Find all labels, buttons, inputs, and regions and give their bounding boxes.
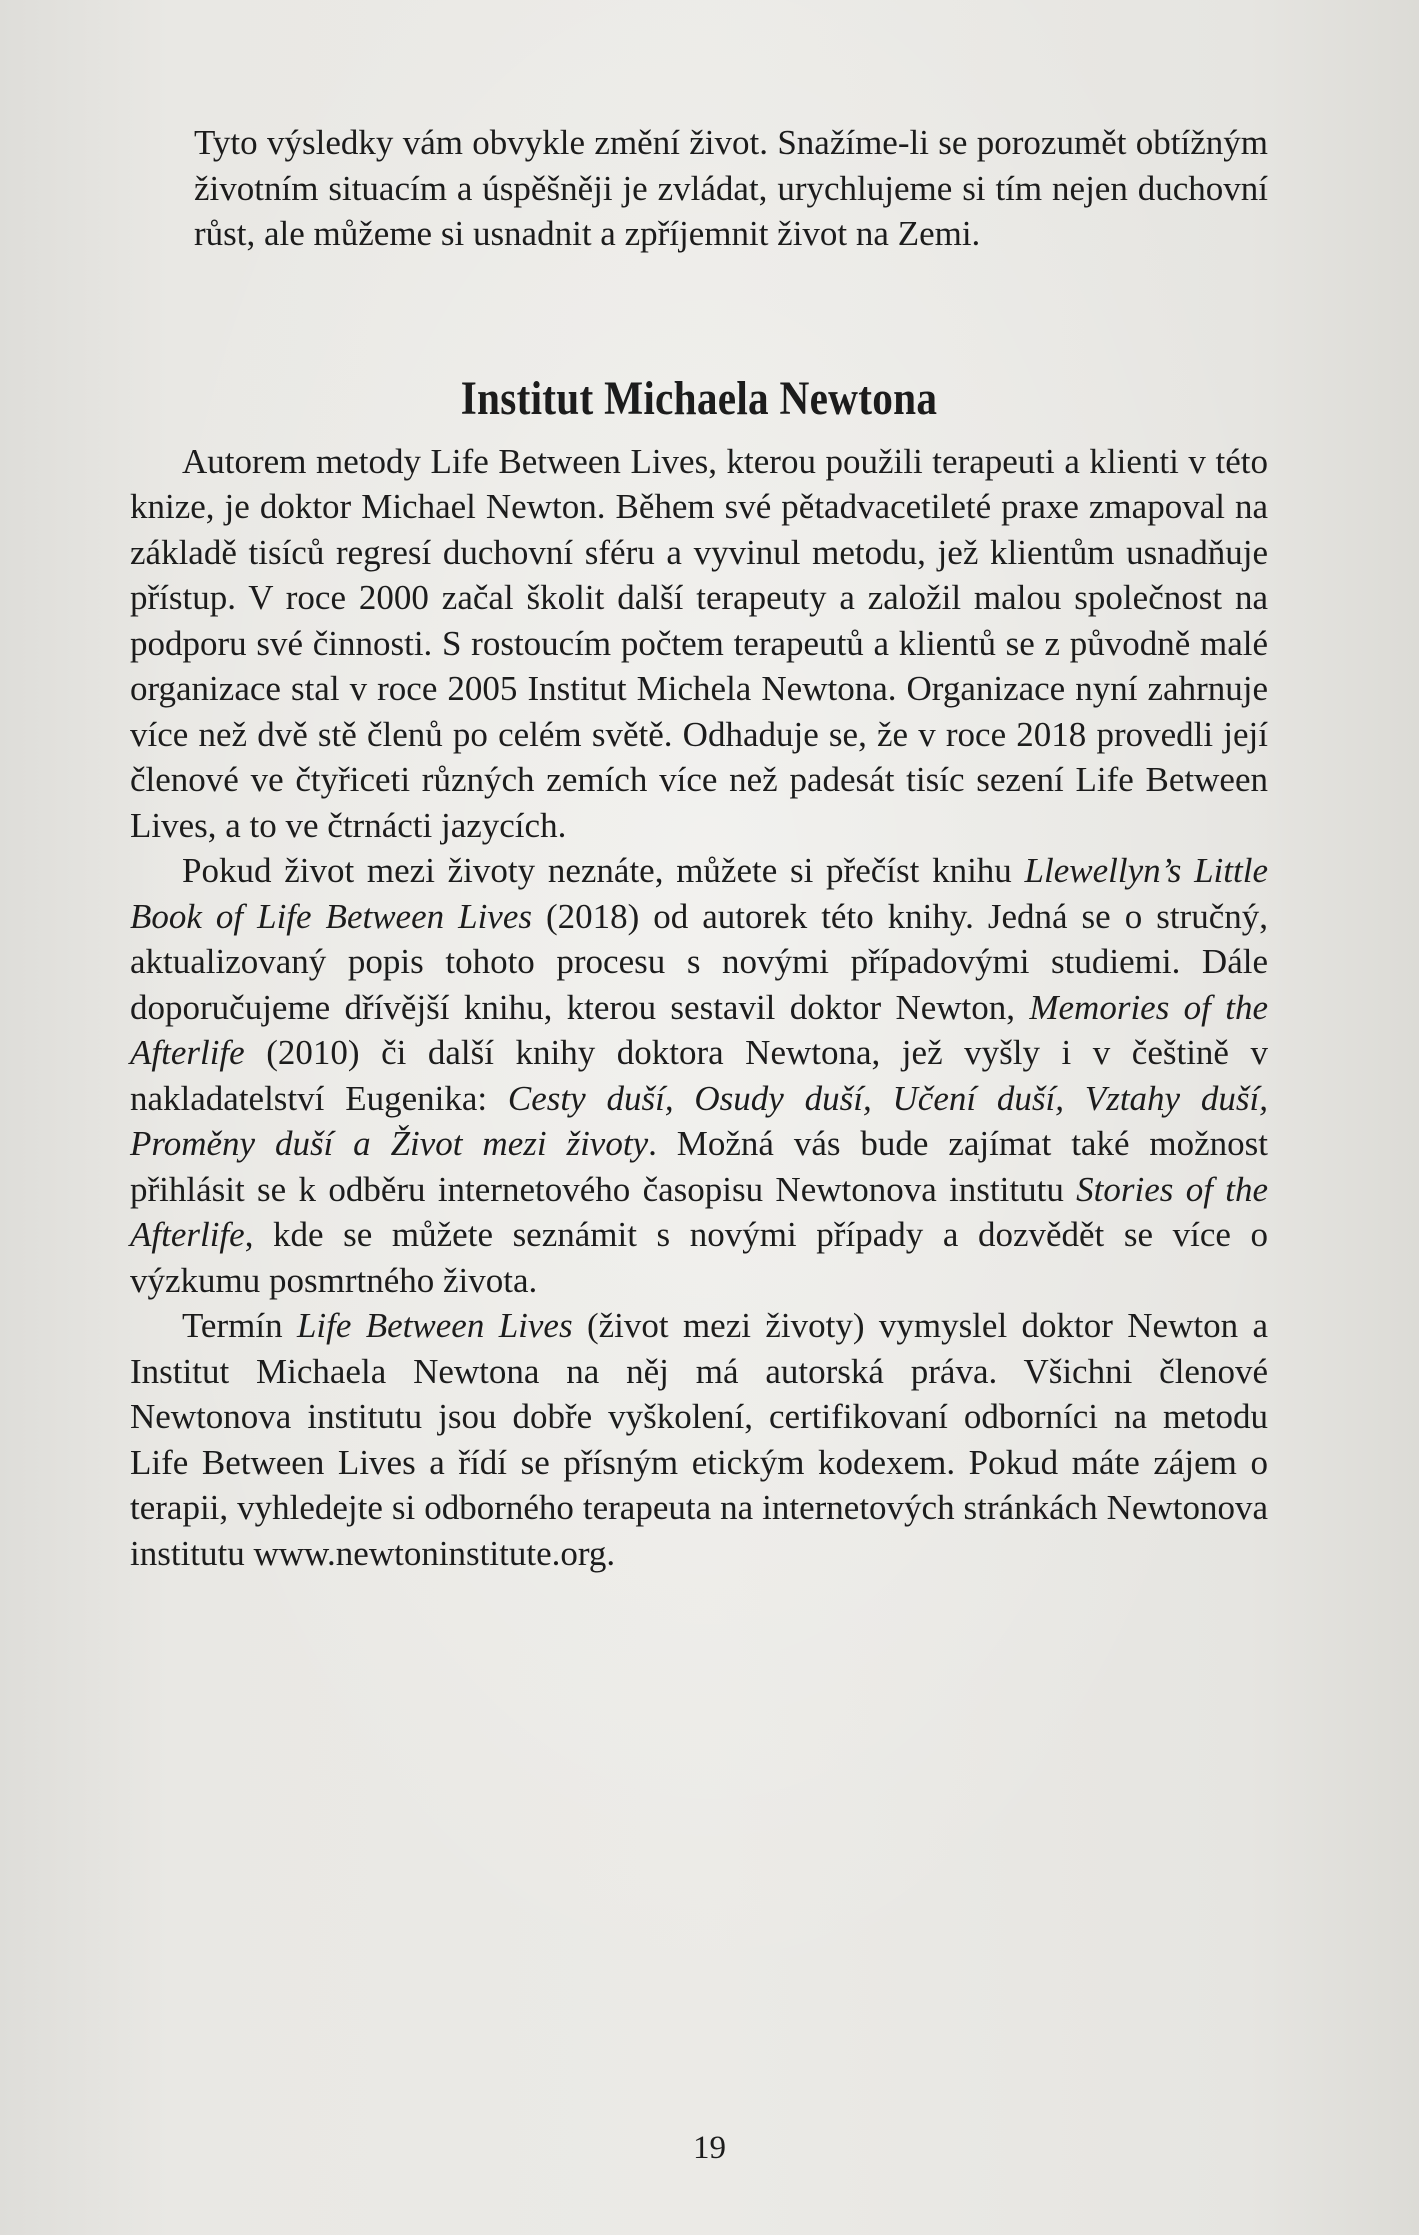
paragraph-results: Tyto výsledky vám obvykle změní život. Snažíme-li se porozumět obtížným životním situacím a úspěšněji je zvládat, urychlujeme si tím nejen duchovní růst, ale můžeme si usnadnit a zpříjemnit život na Zemi. — [194, 123, 1268, 253]
term-italic: Life Between Lives — [296, 1306, 573, 1345]
page-number: 19 — [693, 2130, 726, 2166]
paragraph-trademark — [130, 1303, 1268, 1576]
text-run: . Možná vás bude zajímat také možnost přihlásit se k odběru internetového časopisu Newtonova institutu — [130, 1124, 1268, 1209]
text-run: (2018) od autorek této knihy. Jedná se o stručný, aktualizovaný popis tohoto procesu s novými případovými studiemi. Dále doporučujeme dřívější knihu, kterou sestavil doktor Newton, — [130, 896, 1268, 1027]
text-column — [130, 120, 1268, 1576]
text-run: Pokud život mezi životy neznáte, můžete si přečíst knihu — [182, 851, 1025, 890]
text-run: (2010) či další knihy doktora Newtona, jež vyšly i v češtině v nakladatelství Eugenika: — [130, 1033, 1268, 1118]
paragraph-method-author: Autorem metody Life Between Lives, kterou použili terapeuti a klienti v této knize, je doktor Michael Newton. Během své pětadvacetileté praxe zmapoval na základě tisíců regresí duchovní sféru a vyvinul metodu, jež klientům usnadňuje přístup. V roce 2000 začal školit další terapeuty a založil malou společnost na podporu své činnosti. S rostoucím počtem terapeutů a klientů se z původně malé organizace stal v roce 2005 Institut Michela Newtona. Organizace nyní zahrnuje více než dvě stě členů po celém světě. Odhaduje se, že v roce 2018 provedli její členové ve čtyřiceti různých zemích více než padesát tisíc sezení Life Between Lives, a to ve čtrnácti jazycích. — [130, 441, 1268, 845]
section-heading: Institut Michaela Newtona — [460, 371, 938, 425]
book-titles-italic: Cesty duší, Osudy duší, Učení duší, Vztahy duší, Proměny duší a Život mezi životy — [130, 1078, 1268, 1163]
magazine-title-italic: Stories of the Afterlife — [130, 1169, 1268, 1254]
text-run: Termín — [182, 1306, 297, 1345]
paragraph-reading-recommendations — [130, 848, 1268, 1303]
text-run: (život mezi životy) vymyslel doktor Newton a Institut Michaela Newtona na něj má autorská práva. Všichni členové Newtonova institutu jsou dobře vyškolení, certifikovaní odborníci na metodu Life Between Lives a řídí se přísným etickým kodexem. Pokud máte zájem o terapii, vyhledejte si odborného terapeuta na internetových stránkách Newtonova institutu www.newtoninstitute.org. — [130, 1306, 1268, 1573]
text-run: , kde se můžete seznámit s novými případy a dozvědět se více o výzkumu posmrtného života. — [130, 1215, 1268, 1300]
book-title-italic: Llewellyn’s Little Book of Life Between Lives — [130, 851, 1268, 936]
book-title-italic: Memories of the Afterlife — [130, 987, 1268, 1072]
